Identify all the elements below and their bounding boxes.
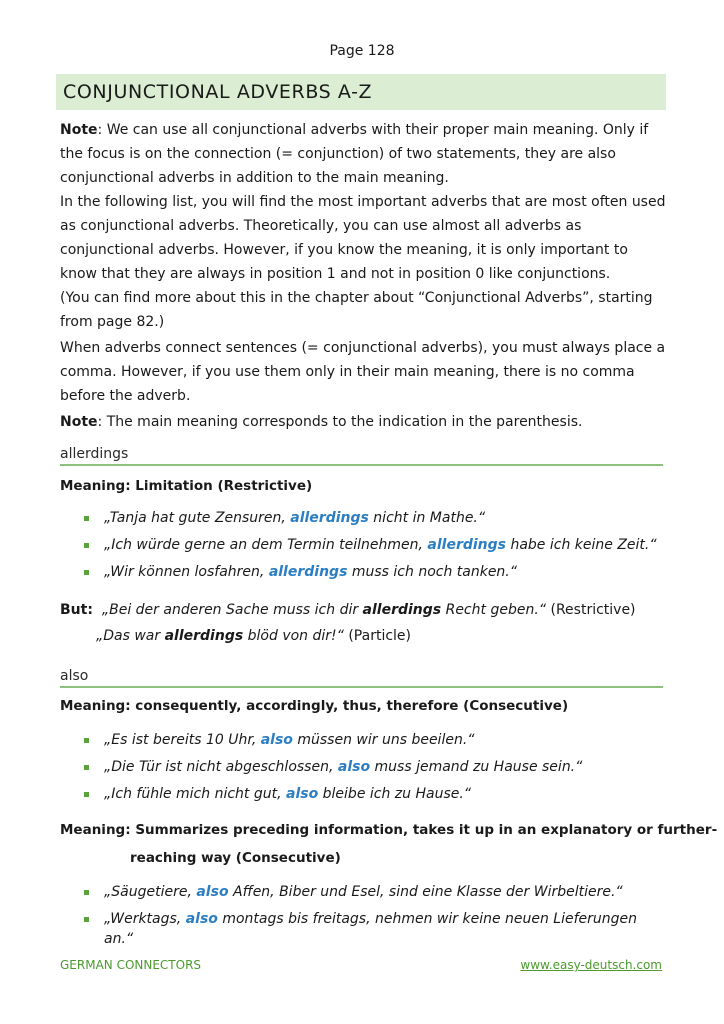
footer-title: GERMAN CONNECTORS — [60, 958, 202, 972]
paragraph-text: (You can find more about this in the chapter about “Conjunctional Adverbs”, starting from page 82.) — [60, 290, 653, 330]
bullet-icon — [84, 738, 89, 743]
entry-heading-also: also — [60, 666, 663, 688]
note-label: Note — [60, 122, 98, 138]
bullet-icon — [84, 516, 89, 521]
paragraph-text: In the following list, you will find the most important adverbs that are most often used as conjunctional adverbs. Theoretically, you can use almost all adverbs as conjunctional adverbs. However, if you know the meaning, it is only important to know that they are always in position 1 and not in position 0 like conjunctions. — [60, 194, 666, 282]
intro-paragraph-2 — [60, 190, 668, 286]
note-label: Note — [60, 414, 98, 430]
but-label: But: — [60, 602, 93, 618]
list-item: „Ich fühle mich nicht gut, also bleibe ich zu Hause.“ — [84, 784, 664, 811]
meaning-line: Meaning: consequently, accordingly, thus, therefore (Consecutive) — [60, 698, 569, 714]
example-list-allerdings — [84, 508, 664, 589]
paragraph-text: When adverbs connect sentences (= conjunctional adverbs), you must always place a comma. However, if you use them only in their main meaning, there is no comma before the adverb. — [60, 340, 666, 404]
but-example-2: „Das war allerdings blöd von dir!“ (Particle) — [96, 628, 411, 644]
bullet-icon — [84, 917, 89, 922]
entry-heading-allerdings: allerdings — [60, 444, 663, 466]
list-item: „Die Tür ist nicht abgeschlossen, also muss jemand zu Hause sein.“ — [84, 757, 664, 784]
bullet-icon — [84, 543, 89, 548]
intro-note — [60, 118, 668, 190]
page-number: Page 128 — [329, 43, 395, 59]
note-text: : The main meaning corresponds to the indication in the parenthesis. — [97, 414, 583, 430]
meaning-line-2-cont: reaching way (Consecutive) — [130, 850, 341, 866]
bullet-icon — [84, 890, 89, 895]
meaning-line-2: Meaning: Summarizes preceding information, takes it up in an explanatory or further- — [60, 822, 718, 838]
bullet-icon — [84, 765, 89, 770]
example-list-also — [84, 730, 664, 811]
list-item: „Wir können losfahren, allerdings muss ich noch tanken.“ — [84, 562, 664, 589]
list-item: „Werktags, also montags bis freitags, nehmen wir keine neuen Lieferungen an.“ — [84, 909, 664, 949]
footer-link[interactable]: www.easy-deutsch.com — [520, 958, 662, 972]
list-item: „Es ist bereits 10 Uhr, also müssen wir uns beeilen.“ — [84, 730, 664, 757]
list-item: „Säugetiere, also Affen, Biber und Esel, sind eine Klasse der Wirbeltiere.“ — [84, 882, 664, 909]
meaning-line: Meaning: Limitation (Restrictive) — [60, 478, 313, 494]
example-list-also-2 — [84, 882, 664, 949]
bullet-icon — [84, 792, 89, 797]
bullet-icon — [84, 570, 89, 575]
but-example-1: But: „Bei der anderen Sache muss ich dir allerdings Recht geben.“ (Restrictive) — [60, 602, 636, 618]
list-item: „Tanja hat gute Zensuren, allerdings nicht in Mathe.“ — [84, 508, 664, 535]
list-item: „Ich würde gerne an dem Termin teilnehmen, allerdings habe ich keine Zeit.“ — [84, 535, 664, 562]
note-text: : We can use all conjunctional adverbs with their proper main meaning. Only if the focus is on the connection (= conjunction) of two statements, they are also conjunctional adverbs in addition to the main meaning. — [60, 122, 649, 186]
intro-paragraph-3 — [60, 286, 668, 334]
intro-paragraph-4 — [60, 336, 668, 408]
section-title: CONJUNCTIONAL ADVERBS A-Z — [56, 74, 666, 110]
intro-note-2 — [60, 410, 668, 434]
